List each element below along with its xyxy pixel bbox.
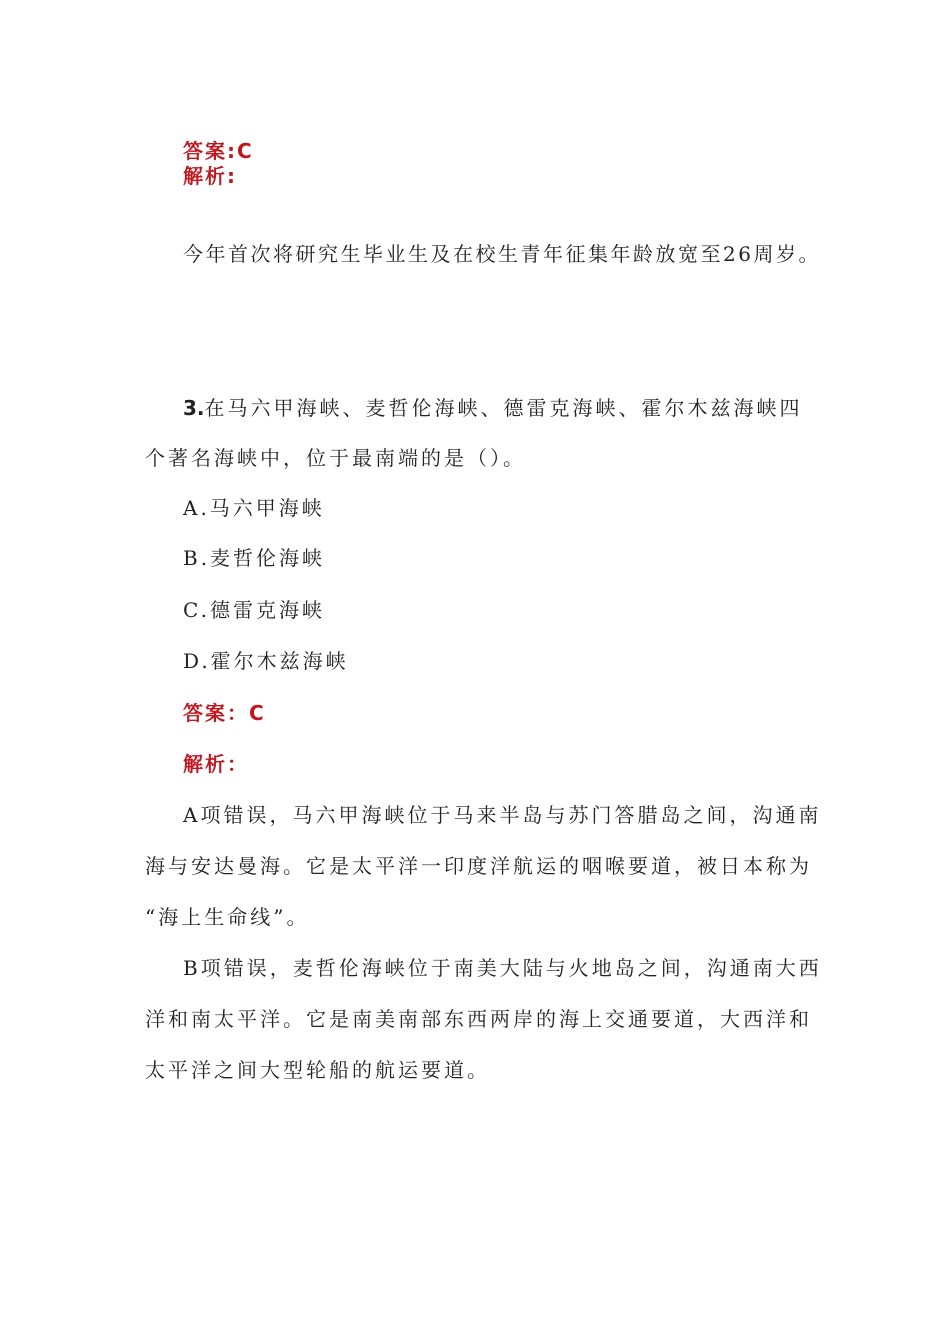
option-b: B.麦哲伦海峡: [183, 546, 326, 570]
option-d: D.霍尔木兹海峡: [183, 649, 349, 673]
analysis-line-1: A项错误，马六甲海峡位于马来半岛与苏门答腊岛之间，沟通南: [183, 803, 822, 827]
previous-analysis-label: 解析:: [183, 164, 237, 188]
question-analysis-label: 解析：: [183, 752, 249, 776]
analysis-line-4: B项错误，麦哲伦海峡位于南美大陆与火地岛之间，沟通南大西: [183, 956, 822, 980]
question-number: 3.: [183, 396, 205, 420]
analysis-line-5: 洋和南太平洋。它是南美南部东西两岸的海上交通要道，大西洋和: [145, 1007, 812, 1031]
analysis-line-6: 太平洋之间大型轮船的航运要道。: [145, 1058, 490, 1082]
question-stem-line-1: [183, 394, 803, 422]
question-stem-line-2: 个著名海峡中，位于最南端的是（）。: [145, 446, 526, 470]
analysis-line-2: 海与安达曼海。它是太平洋一印度洋航运的咽喉要道，被日本称为: [145, 854, 812, 878]
question-answer: 答案：C: [183, 701, 266, 725]
previous-analysis-text: 今年首次将研究生毕业生及在校生青年征集年龄放宽至26周岁。: [183, 242, 821, 266]
previous-answer: 答案:C: [183, 139, 254, 163]
option-a: A.马六甲海峡: [183, 496, 325, 520]
analysis-line-3: “海上生命线”。: [145, 905, 310, 929]
question-stem-text-1: 在马六甲海峡、麦哲伦海峡、德雷克海峡、霍尔木兹海峡四: [204, 396, 803, 420]
option-c: C.德雷克海峡: [183, 598, 325, 622]
